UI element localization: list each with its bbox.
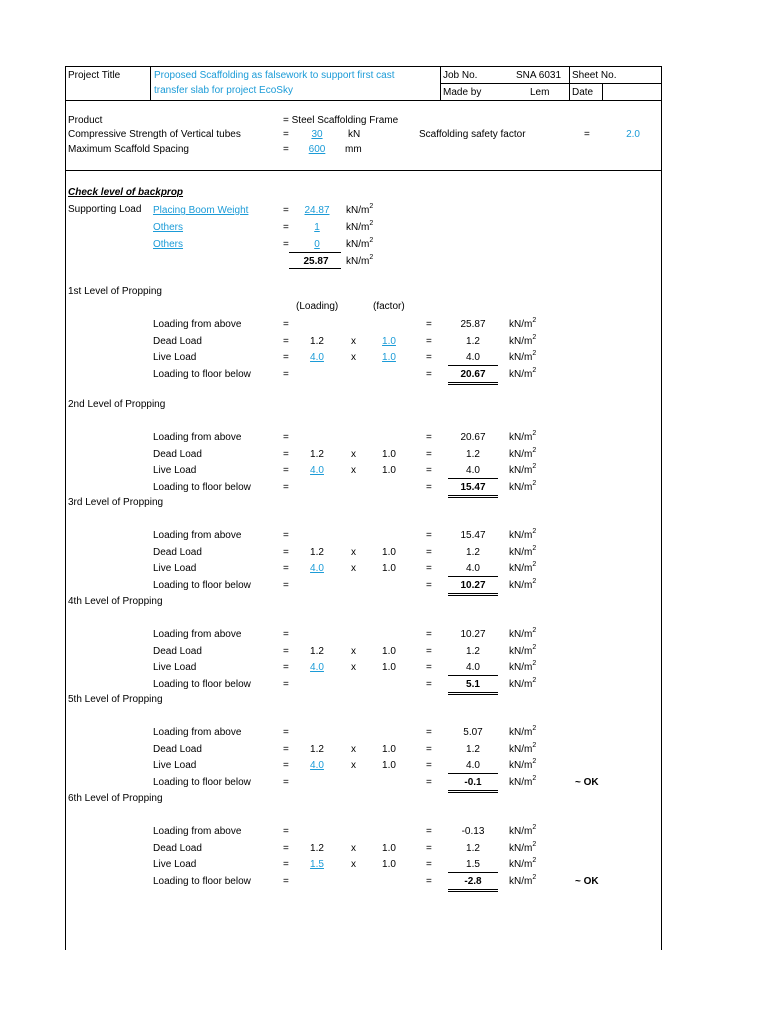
spacing-label: Maximum Scaffold Spacing: [68, 144, 189, 155]
level-title: 5th Level of Propping: [68, 694, 163, 705]
unit-label: $kN/m^2$: [509, 528, 537, 541]
spacing-equals: =: [283, 144, 289, 155]
multiply-sign: x: [351, 744, 356, 755]
unit-label: $kN/m^2$: [509, 677, 537, 690]
level-title: 1st Level of Propping: [68, 286, 162, 297]
unit-label: $kN/m^2$: [509, 578, 537, 591]
backprop-unit: $kN/m^2$: [346, 237, 374, 250]
equals-sign: =: [283, 826, 289, 837]
sheet-no-label: Sheet No.: [572, 70, 617, 81]
multiply-sign: x: [351, 547, 356, 558]
dead-load-label: Dead Load: [153, 449, 202, 460]
dead-load-input: 1.2: [310, 547, 324, 558]
equals-sign: =: [426, 662, 432, 673]
header-mid-border: [440, 83, 662, 84]
equals-sign: =: [283, 876, 289, 887]
equals-sign: =: [426, 465, 432, 476]
live-load-label: Live Load: [153, 859, 197, 870]
result-rule-top: [448, 365, 498, 366]
supporting-load-total: 25.87: [303, 256, 329, 267]
unit-label: $kN/m^2$: [509, 841, 537, 854]
strength-equals: =: [283, 129, 289, 140]
loading-from-above-label: Loading from above: [153, 319, 242, 330]
unit-label: $kN/m^2$: [509, 463, 537, 476]
dead-load-input: 1.2: [310, 646, 324, 657]
loading-to-floor-below-label: Loading to floor below: [153, 679, 251, 690]
frame-right-border: [661, 66, 662, 950]
equals-sign: =: [283, 530, 289, 541]
dead-load-label: Dead Load: [153, 547, 202, 558]
dead-load-factor[interactable]: 1.0: [382, 843, 396, 854]
total-rule-bottom: [289, 268, 341, 269]
supporting-load-label: Supporting Load: [68, 204, 142, 215]
result-double-rule: [448, 790, 498, 791]
unit-label: $kN/m^2$: [509, 824, 537, 837]
dead-load-value: 1.2: [466, 646, 480, 657]
equals-sign: =: [426, 744, 432, 755]
loading-from-above-value: 10.27: [460, 629, 486, 640]
unit-label: $kN/m^2$: [509, 627, 537, 640]
unit-label: $kN/m^2$: [509, 660, 537, 673]
loading-to-floor-below-label: Loading to floor below: [153, 876, 251, 887]
dead-load-input: 1.2: [310, 744, 324, 755]
loading-from-above-value: 20.67: [460, 432, 486, 443]
backprop-unit: $kN/m^2$: [346, 254, 374, 267]
equals-sign: =: [426, 563, 432, 574]
unit-label: $kN/m^2$: [509, 874, 537, 887]
equals-sign: =: [283, 629, 289, 640]
equals-sign: =: [426, 727, 432, 738]
product-bottom-border: [65, 170, 662, 171]
result-double-rule: [448, 891, 498, 892]
equals-sign: =: [426, 876, 432, 887]
header-divider-1: [150, 66, 151, 100]
job-no-value: SNA 6031: [516, 70, 562, 81]
unit-label: $kN/m^2$: [509, 447, 537, 460]
equals-sign: =: [426, 449, 432, 460]
made-by-value: Lem: [530, 87, 550, 98]
made-by-label: Made by: [443, 87, 482, 98]
live-load-factor[interactable]: 1.0: [382, 465, 396, 476]
spacing-unit: mm: [345, 144, 362, 155]
result-double-rule: [448, 595, 498, 596]
header-bottom-border: [65, 100, 662, 101]
loading-from-above-label: Loading from above: [153, 826, 242, 837]
loading-from-above-label: Loading from above: [153, 727, 242, 738]
factor-column-header: (factor): [373, 301, 405, 312]
unit-label: $kN/m^2$: [509, 644, 537, 657]
result-double-rule: [448, 792, 498, 793]
loading-column-header: (Loading): [296, 301, 339, 312]
equals-sign: =: [426, 580, 432, 591]
equals-sign: =: [426, 777, 432, 788]
dead-load-input: 1.2: [310, 843, 324, 854]
loading-from-above-value: 5.07: [463, 727, 483, 738]
result-double-rule: [448, 384, 498, 385]
equals-sign: =: [426, 859, 432, 870]
result-rule-top: [448, 773, 498, 774]
live-load-value: 4.0: [466, 465, 480, 476]
live-load-label: Live Load: [153, 352, 197, 363]
live-load-factor[interactable]: 1.0: [382, 662, 396, 673]
header-divider-2: [440, 66, 441, 100]
loading-to-floor-below-value: -2.8: [464, 876, 482, 887]
level-title: 3rd Level of Propping: [68, 497, 164, 508]
loading-to-floor-below-value: 15.47: [460, 482, 486, 493]
dead-load-value: 1.2: [466, 843, 480, 854]
live-load-factor[interactable]: 1.0: [382, 760, 396, 771]
equals-sign: =: [283, 744, 289, 755]
strength-unit: kN: [348, 129, 361, 140]
total-rule-top: [289, 252, 341, 253]
equals-sign: =: [283, 449, 289, 460]
project-title-line1: Proposed Scaffolding as falsework to support first cast: [154, 70, 395, 81]
equals-sign: =: [426, 336, 432, 347]
equals-sign: =: [283, 646, 289, 657]
dead-load-factor[interactable]: 1.0: [382, 547, 396, 558]
unit-label: $kN/m^2$: [509, 430, 537, 443]
result-rule-top: [448, 478, 498, 479]
dead-load-factor[interactable]: 1.0: [382, 646, 396, 657]
others-label[interactable]: Others: [153, 239, 184, 250]
equals-sign: =: [283, 859, 289, 870]
loading-to-floor-below-label: Loading to floor below: [153, 580, 251, 591]
live-load-label: Live Load: [153, 465, 197, 476]
equals-sign: =: [426, 352, 432, 363]
others-value[interactable]: 0: [314, 239, 320, 250]
unit-label: $kN/m^2$: [509, 350, 537, 363]
dead-load-factor[interactable]: 1.0: [382, 336, 396, 347]
safety-factor-equals: =: [584, 129, 590, 140]
frame-left-border: [65, 66, 66, 950]
project-title-line2: transfer slab for project EcoSky: [154, 85, 293, 96]
equals-sign: =: [426, 547, 432, 558]
live-load-input[interactable]: 4.0: [310, 465, 324, 476]
multiply-sign: x: [351, 563, 356, 574]
live-load-factor[interactable]: 1.0: [382, 563, 396, 574]
multiply-sign: x: [351, 760, 356, 771]
multiply-sign: x: [351, 843, 356, 854]
level-title: 4th Level of Propping: [68, 596, 163, 607]
loading-from-above-value: -0.13: [461, 826, 485, 837]
equals-sign: =: [426, 843, 432, 854]
unit-label: $kN/m^2$: [509, 857, 537, 870]
equals-sign: =: [283, 679, 289, 690]
safety-factor-value[interactable]: 2.0: [626, 129, 640, 140]
loading-from-above-label: Loading from above: [153, 432, 242, 443]
placing-boom-weight-value[interactable]: 24.87: [304, 205, 330, 216]
equals-sign: =: [283, 369, 289, 380]
equals-sign: =: [426, 482, 432, 493]
live-load-value: 1.5: [466, 859, 480, 870]
loading-from-above-value: 25.87: [460, 319, 486, 330]
equals-sign: =: [283, 662, 289, 673]
placing-boom-weight-label[interactable]: Placing Boom Weight: [153, 205, 249, 216]
backprop-equals: =: [283, 205, 289, 216]
frame-top-border: [65, 66, 662, 67]
result-rule-top: [448, 576, 498, 577]
unit-label: $kN/m^2$: [509, 367, 537, 380]
live-load-input[interactable]: 4.0: [310, 352, 324, 363]
equals-sign: =: [426, 319, 432, 330]
equals-sign: =: [426, 646, 432, 657]
loading-to-floor-below-label: Loading to floor below: [153, 482, 251, 493]
ok-note: ~ OK: [575, 777, 599, 788]
equals-sign: =: [426, 369, 432, 380]
live-load-label: Live Load: [153, 760, 197, 771]
multiply-sign: x: [351, 662, 356, 673]
backprop-unit: $kN/m^2$: [346, 220, 374, 233]
result-double-rule: [448, 694, 498, 695]
result-double-rule: [448, 497, 498, 498]
dead-load-factor[interactable]: 1.0: [382, 449, 396, 460]
dead-load-label: Dead Load: [153, 336, 202, 347]
unit-label: $kN/m^2$: [509, 334, 537, 347]
unit-label: $kN/m^2$: [509, 725, 537, 738]
equals-sign: =: [283, 563, 289, 574]
live-load-label: Live Load: [153, 662, 197, 673]
equals-sign: =: [426, 826, 432, 837]
result-double-rule: [448, 692, 498, 693]
equals-sign: =: [426, 679, 432, 690]
result-double-rule: [448, 495, 498, 496]
backprop-heading: Check level of backprop: [68, 187, 184, 198]
strength-value[interactable]: 30: [311, 129, 323, 140]
unit-label: $kN/m^2$: [509, 758, 537, 771]
equals-sign: =: [283, 760, 289, 771]
equals-sign: =: [426, 629, 432, 640]
live-load-input[interactable]: 4.0: [310, 760, 324, 771]
live-load-value: 4.0: [466, 760, 480, 771]
multiply-sign: x: [351, 465, 356, 476]
strength-label: Compressive Strength of Vertical tubes: [68, 129, 241, 140]
dead-load-label: Dead Load: [153, 843, 202, 854]
dead-load-label: Dead Load: [153, 744, 202, 755]
date-label: Date: [572, 87, 594, 98]
result-rule-top: [448, 872, 498, 873]
job-no-label: Job No.: [443, 70, 478, 81]
live-load-value: 4.0: [466, 563, 480, 574]
multiply-sign: x: [351, 336, 356, 347]
others-value[interactable]: 1: [314, 222, 320, 233]
project-title-label: Project Title: [68, 70, 121, 81]
equals-sign: =: [283, 352, 289, 363]
loading-to-floor-below-value: 20.67: [460, 369, 486, 380]
multiply-sign: x: [351, 646, 356, 657]
equals-sign: =: [283, 465, 289, 476]
level-title: 6th Level of Propping: [68, 793, 163, 804]
result-double-rule: [448, 593, 498, 594]
dead-load-input: 1.2: [310, 336, 324, 347]
loading-from-above-label: Loading from above: [153, 530, 242, 541]
equals-sign: =: [283, 547, 289, 558]
product-label: Product: [68, 115, 103, 126]
backprop-equals: =: [283, 239, 289, 250]
dead-load-value: 1.2: [466, 449, 480, 460]
safety-factor-label: Scaffolding safety factor: [419, 129, 526, 140]
live-load-factor[interactable]: 1.0: [382, 352, 396, 363]
header-divider-4: [602, 83, 603, 100]
equals-sign: =: [283, 336, 289, 347]
unit-label: $kN/m^2$: [509, 775, 537, 788]
equals-sign: =: [426, 432, 432, 443]
live-load-value: 4.0: [466, 352, 480, 363]
loading-from-above-value: 15.47: [460, 530, 486, 541]
equals-sign: =: [283, 777, 289, 788]
multiply-sign: x: [351, 352, 356, 363]
backprop-equals: =: [283, 222, 289, 233]
unit-label: $kN/m^2$: [509, 317, 537, 330]
ok-note: ~ OK: [575, 876, 599, 887]
live-load-label: Live Load: [153, 563, 197, 574]
dead-load-value: 1.2: [466, 547, 480, 558]
unit-label: $kN/m^2$: [509, 561, 537, 574]
spacing-value[interactable]: 600: [308, 144, 326, 155]
unit-label: $kN/m^2$: [509, 545, 537, 558]
dead-load-label: Dead Load: [153, 646, 202, 657]
loading-to-floor-below-value: -0.1: [464, 777, 482, 788]
dead-load-factor[interactable]: 1.0: [382, 744, 396, 755]
result-double-rule: [448, 889, 498, 890]
loading-to-floor-below-label: Loading to floor below: [153, 777, 251, 788]
others-label[interactable]: Others: [153, 222, 184, 233]
dead-load-value: 1.2: [466, 744, 480, 755]
equals-sign: =: [426, 530, 432, 541]
loading-from-above-label: Loading from above: [153, 629, 242, 640]
equals-sign: =: [283, 482, 289, 493]
header-divider-3: [569, 66, 570, 100]
live-load-input[interactable]: 1.5: [310, 859, 324, 870]
result-rule-top: [448, 675, 498, 676]
equals-sign: =: [283, 727, 289, 738]
equals-sign: =: [283, 580, 289, 591]
equals-sign: =: [426, 760, 432, 771]
live-load-input[interactable]: 4.0: [310, 563, 324, 574]
equals-sign: =: [283, 843, 289, 854]
multiply-sign: x: [351, 449, 356, 460]
equals-sign: =: [283, 319, 289, 330]
backprop-unit: $kN/m^2$: [346, 203, 374, 216]
dead-load-input: 1.2: [310, 449, 324, 460]
unit-label: $kN/m^2$: [509, 480, 537, 493]
multiply-sign: x: [351, 859, 356, 870]
loading-to-floor-below-value: 5.1: [466, 679, 480, 690]
loading-to-floor-below-value: 10.27: [460, 580, 486, 591]
loading-to-floor-below-label: Loading to floor below: [153, 369, 251, 380]
level-title: 2nd Level of Propping: [68, 399, 166, 410]
dead-load-value: 1.2: [466, 336, 480, 347]
live-load-factor[interactable]: 1.0: [382, 859, 396, 870]
result-double-rule: [448, 382, 498, 383]
unit-label: $kN/m^2$: [509, 742, 537, 755]
product-value: = Steel Scaffolding Frame: [283, 115, 399, 126]
equals-sign: =: [283, 432, 289, 443]
live-load-value: 4.0: [466, 662, 480, 673]
live-load-input[interactable]: 4.0: [310, 662, 324, 673]
